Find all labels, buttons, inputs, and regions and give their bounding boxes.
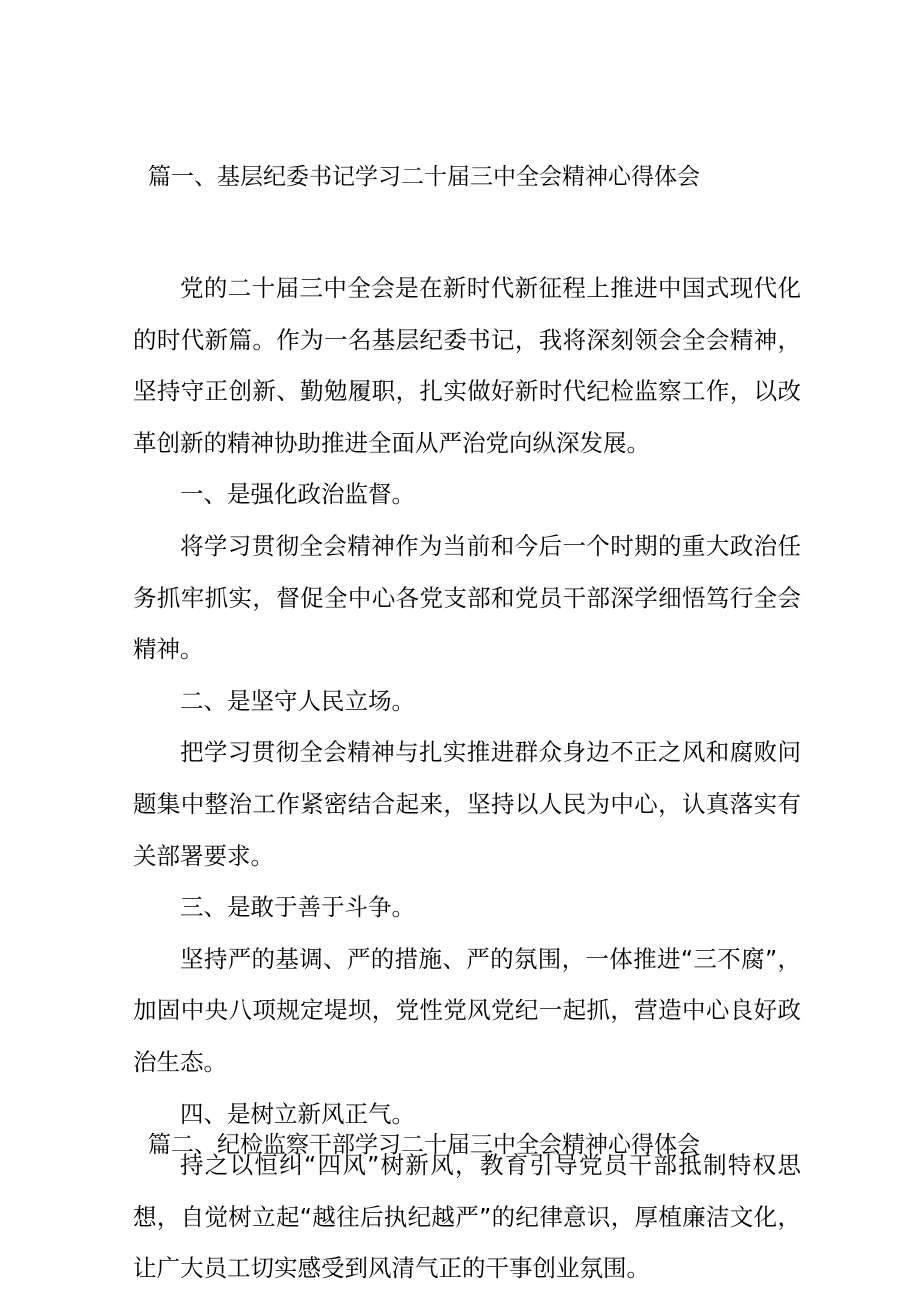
point-heading-4: 四、是树立新风正气。: [180, 1099, 415, 1128]
point-paragraph-2: 把学习贯彻全会精神与扎实推进群众身边不正之风和腐败问题集中整治工作紧密结合起来，坚持以人民为中心，认真落实有关部署要求。: [133, 738, 801, 870]
section-title-1: 篇一、基层纪委书记学习二十届三中全会精神心得体会: [148, 164, 700, 190]
point-heading-1: 一、是强化政治监督。: [180, 480, 415, 509]
point-paragraph-4: 持之以恒纠“四风”树新风，教育引导党员干部抵制特权思想，自觉树立起“越往后执纪越严”的纪律意识，厚植廉洁文化，让广大员工切实感受到风清气正的干事创业氛围。: [133, 1151, 801, 1283]
point-paragraph-3: 坚持严的基调、严的措施、严的氛围，一体推进“三不腐”，加固中央八项规定堤坝，党性党风党纪一起抓，营造中心良好政治生态。: [133, 944, 801, 1076]
intro-paragraph: 党的二十届三中全会是在新时代新征程上推进中国式现代化的时代新篇。作为一名基层纪委书记，我将深刻领会全会精神，坚持守正创新、勤勉履职，扎实做好新时代纪检监察工作，以改革创新的精神协助推进全面从严治党向纵深发展。: [133, 274, 801, 457]
point-heading-3: 三、是敢于善于斗争。: [180, 893, 415, 922]
point-heading-2: 二、是坚守人民立场。: [180, 686, 415, 715]
point-paragraph-1: 将学习贯彻全会精神作为当前和今后一个时期的重大政治任务抓牢抓实，督促全中心各党支部和党员干部深学细悟笃行全会精神。: [133, 531, 801, 664]
section-title-2: 篇二、纪检监察干部学习二十届三中全会精神心得体会: [148, 1132, 700, 1158]
